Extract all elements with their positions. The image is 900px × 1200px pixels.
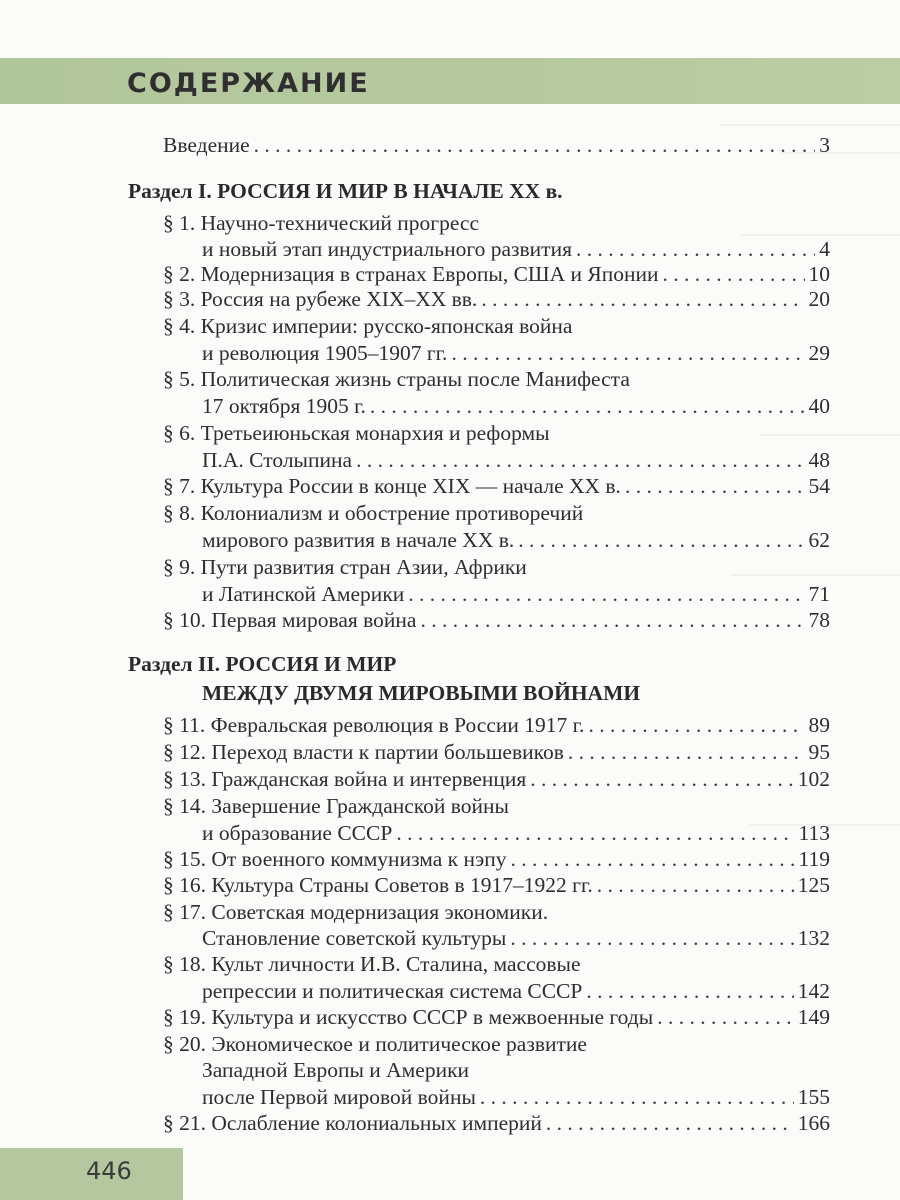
- entry-title: и образование СССР: [202, 821, 393, 845]
- leader-dots: [588, 712, 804, 738]
- leader-dots: [663, 261, 805, 287]
- leader-dots: [657, 1004, 794, 1030]
- leader-dots: [254, 132, 816, 158]
- leader-dots: [420, 607, 804, 633]
- section-heading-2: Раздел II. РОССИЯ И МИР: [128, 652, 397, 676]
- entry-title: Становление советской культуры: [202, 926, 507, 950]
- section-heading-1: Раздел I. РОССИЯ И МИР В НАЧАЛЕ XX в.: [128, 179, 563, 203]
- entry-title: § 15. От военного коммунизма к нэпу: [163, 847, 507, 871]
- entry-title: § 16. Культура Страны Советов в 1917–1922 гг.: [163, 873, 593, 897]
- leader-dots: [530, 766, 793, 792]
- entry-page: 10: [808, 262, 830, 286]
- toc-entry-21[interactable]: [163, 1110, 830, 1136]
- entry-title: § 2. Модернизация в странах Европы, США и Японии: [163, 262, 659, 286]
- toc-entry-line[interactable]: § 14. Завершение Гражданской войны: [163, 794, 509, 818]
- entry-title: мирового развития в начале XX в.: [202, 528, 515, 552]
- entry-title: и революция 1905–1907 гг.: [202, 341, 448, 365]
- entry-page: 125: [797, 873, 830, 897]
- leader-dots: [510, 846, 794, 872]
- toc-entry-8[interactable]: [202, 527, 830, 553]
- toc-entry-6[interactable]: [202, 447, 830, 473]
- leader-dots: [546, 1110, 794, 1136]
- toc-entry-line[interactable]: § 5. Политическая жизнь страны после Манифеста: [163, 367, 630, 391]
- toc-entry-line[interactable]: § 4. Кризис империи: русско-японская война: [163, 314, 573, 338]
- leader-dots: [356, 447, 804, 473]
- toc-entry-line[interactable]: § 6. Третьеиюньская монархия и реформы: [163, 421, 550, 445]
- toc-entry-9[interactable]: [202, 581, 830, 607]
- toc-entry-1[interactable]: [202, 236, 830, 262]
- leader-dots: [396, 820, 794, 846]
- leader-dots: [510, 925, 793, 951]
- entry-page: 95: [808, 740, 830, 764]
- entry-page: 142: [797, 979, 830, 1003]
- entry-title: § 7. Культура России в конце XIX — начале XX в.: [163, 474, 621, 498]
- entry-title: § 11. Февральская революция в России 1917 г.: [163, 713, 585, 737]
- leader-dots: [586, 978, 793, 1004]
- entry-page: 54: [808, 474, 830, 498]
- entry-page: 62: [808, 528, 830, 552]
- toc-entry-16[interactable]: [163, 872, 830, 898]
- entry-title: репрессии и политическая система СССР: [202, 979, 583, 1003]
- toc-entry-line[interactable]: § 17. Советская модернизация экономики.: [163, 900, 549, 924]
- leader-dots: [451, 340, 804, 366]
- entry-page: 48: [808, 448, 830, 472]
- toc-entry-2[interactable]: [163, 261, 830, 287]
- toc-entry-5[interactable]: [202, 393, 830, 419]
- toc-entry-15[interactable]: [163, 846, 830, 872]
- entry-page: 40: [808, 394, 830, 418]
- leader-dots: [518, 527, 804, 553]
- entry-page: 4: [819, 237, 830, 261]
- entry-page: 155: [797, 1085, 830, 1109]
- toc-entry-line[interactable]: Западной Европы и Америки: [202, 1058, 470, 1082]
- entry-title: 17 октября 1905 г.: [202, 394, 366, 418]
- leader-dots: [625, 473, 805, 499]
- toc-entry-20[interactable]: [202, 1084, 830, 1110]
- entry-page: 3: [819, 133, 830, 157]
- entry-title: § 21. Ослабление колониальных империй: [163, 1111, 542, 1135]
- toc-entry-14[interactable]: [202, 820, 830, 846]
- toc-entry-4[interactable]: [202, 340, 830, 366]
- section-heading-2-line2: МЕЖДУ ДВУМЯ МИРОВЫМИ ВОЙНАМИ: [202, 681, 641, 705]
- leader-dots: [408, 581, 804, 607]
- toc-entry-10[interactable]: [163, 607, 830, 633]
- toc-entry-19[interactable]: [163, 1004, 830, 1030]
- entry-title: § 19. Культура и искусство СССР в межвоенные годы: [163, 1005, 654, 1029]
- toc-entry-3[interactable]: [163, 286, 830, 312]
- leader-dots: [597, 872, 794, 898]
- toc-entry-18[interactable]: [202, 978, 830, 1004]
- entry-page: 166: [797, 1111, 830, 1135]
- entry-page: 119: [798, 847, 830, 871]
- toc-entry-12[interactable]: [163, 739, 830, 765]
- toc-entry-line[interactable]: § 9. Пути развития стран Азии, Африки: [163, 555, 527, 579]
- entry-title: § 12. Переход власти к партии большевиков: [163, 740, 564, 764]
- toc-entry-intro[interactable]: [163, 132, 830, 158]
- entry-page: 20: [808, 287, 830, 311]
- toc-entry-line[interactable]: § 1. Научно-технический прогресс: [163, 211, 480, 235]
- entry-page: 89: [808, 713, 830, 737]
- leader-dots: [576, 236, 815, 262]
- entry-title: П.А. Столыпина: [202, 448, 353, 472]
- toc-entry-line[interactable]: § 8. Колониализм и обострение противоречий: [163, 501, 584, 525]
- entry-title: § 3. Россия на рубеже XIX–XX вв.: [163, 287, 478, 311]
- toc-entry-17[interactable]: [202, 925, 830, 951]
- entry-title: § 13. Гражданская война и интервенция: [163, 767, 527, 791]
- entry-page: 71: [808, 582, 830, 606]
- entry-page: 78: [808, 608, 830, 632]
- toc-entry-line[interactable]: § 18. Культ личности И.В. Сталина, массовые: [163, 952, 581, 976]
- entry-title: и Латинской Америки: [202, 582, 405, 606]
- leader-dots: [481, 286, 804, 312]
- entry-title: § 10. Первая мировая война: [163, 608, 417, 632]
- toc-entry-line[interactable]: § 20. Экономическое и политическое развитие: [163, 1032, 587, 1056]
- toc-entry-7[interactable]: [163, 473, 830, 499]
- entry-title: после Первой мировой войны: [202, 1085, 476, 1109]
- page-title: СОДЕРЖАНИЕ: [127, 68, 370, 99]
- entry-title: и новый этап индустриального развития: [202, 237, 572, 261]
- entry-page: 102: [797, 767, 830, 791]
- page-number: 446: [86, 1157, 132, 1185]
- toc-entry-11[interactable]: [163, 712, 830, 738]
- toc-entry-13[interactable]: [163, 766, 830, 792]
- entry-page: 132: [797, 926, 830, 950]
- entry-page: 113: [798, 821, 830, 845]
- entry-page: 29: [808, 341, 830, 365]
- entry-page: 149: [797, 1005, 830, 1029]
- leader-dots: [480, 1084, 794, 1110]
- leader-dots: [568, 739, 805, 765]
- entry-title: Введение: [163, 133, 250, 157]
- leader-dots: [370, 393, 805, 419]
